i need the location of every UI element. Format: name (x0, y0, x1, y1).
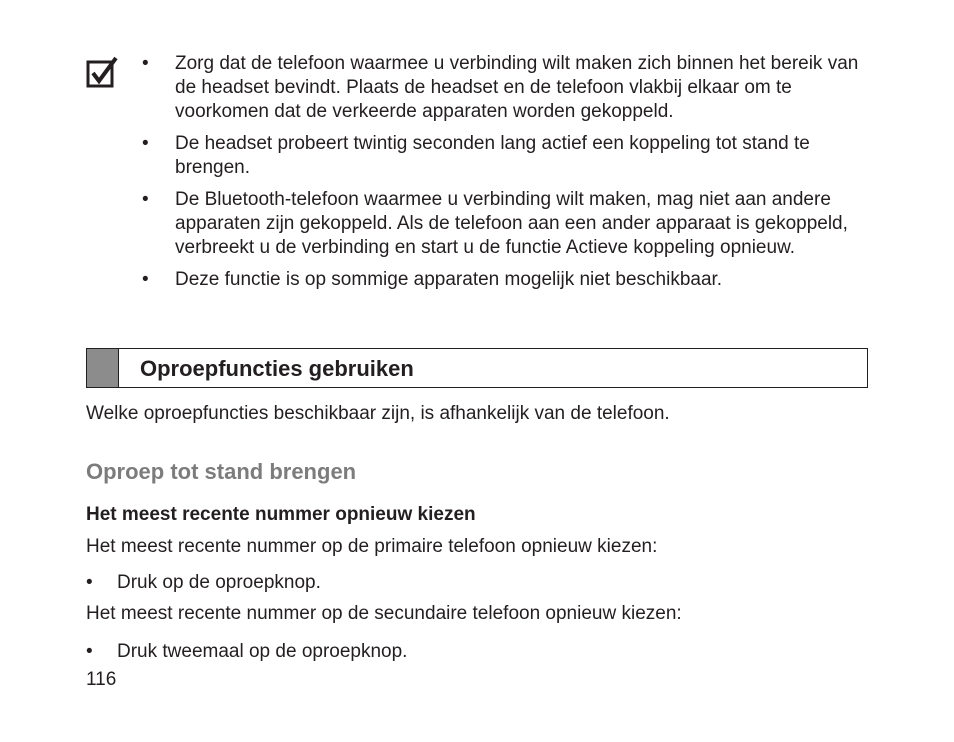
secondary-step-text: Druk tweemaal op de oproepknop. (117, 641, 408, 662)
section-header (86, 348, 868, 388)
list-item (142, 132, 877, 180)
bullet: • (142, 53, 149, 74)
subsection-title: Oproep tot stand brengen (86, 459, 357, 484)
secondary-step (86, 640, 407, 664)
primary-step (86, 571, 321, 595)
section-intro: Welke oproepfuncties beschikbaar zijn, is afhankelijk van de telefoon. (86, 403, 670, 424)
list-item (142, 188, 877, 260)
note-item-text: De headset probeert twintig seconden lang actief een koppeling tot stand te brengen. (175, 133, 810, 178)
bullet: • (142, 133, 149, 154)
note-item-text: Deze functie is op sommige apparaten mogelijk niet beschikbaar. (175, 269, 723, 290)
note-item-text: De Bluetooth-telefoon waarmee u verbinding wilt maken, mag niet aan andere apparaten zijn gekoppeld. Als de telefoon aan een ander apparaat is gekoppeld, verbreekt u de verbinding en start u de functie Actieve koppeling opnieuw. (175, 189, 848, 258)
bullet: • (142, 189, 149, 210)
note-list (142, 52, 877, 300)
primary-instruction: Het meest recente nummer op de primaire telefoon opnieuw kiezen: (86, 536, 658, 557)
section-title: Oproepfuncties gebruiken (140, 356, 414, 381)
bullet: • (86, 641, 93, 662)
page-number: 116 (86, 669, 117, 690)
section-marker (87, 349, 119, 387)
secondary-instruction: Het meest recente nummer op de secundaire telefoon opnieuw kiezen: (86, 603, 682, 624)
procedure-heading: Het meest recente nummer opnieuw kiezen (86, 504, 476, 525)
list-item (142, 268, 877, 292)
primary-step-text: Druk op de oproepknop. (117, 572, 321, 593)
bullet: • (86, 572, 93, 593)
checkbox-check-icon (86, 56, 118, 88)
note-item-text: Zorg dat de telefoon waarmee u verbinding wilt maken zich binnen het bereik van de headset bevindt. Plaats de headset en de telefoon vlakbij elkaar om te voorkomen dat de verkeerde apparaten worden gekoppeld. (175, 53, 859, 122)
list-item (142, 52, 877, 124)
bullet: • (142, 269, 149, 290)
